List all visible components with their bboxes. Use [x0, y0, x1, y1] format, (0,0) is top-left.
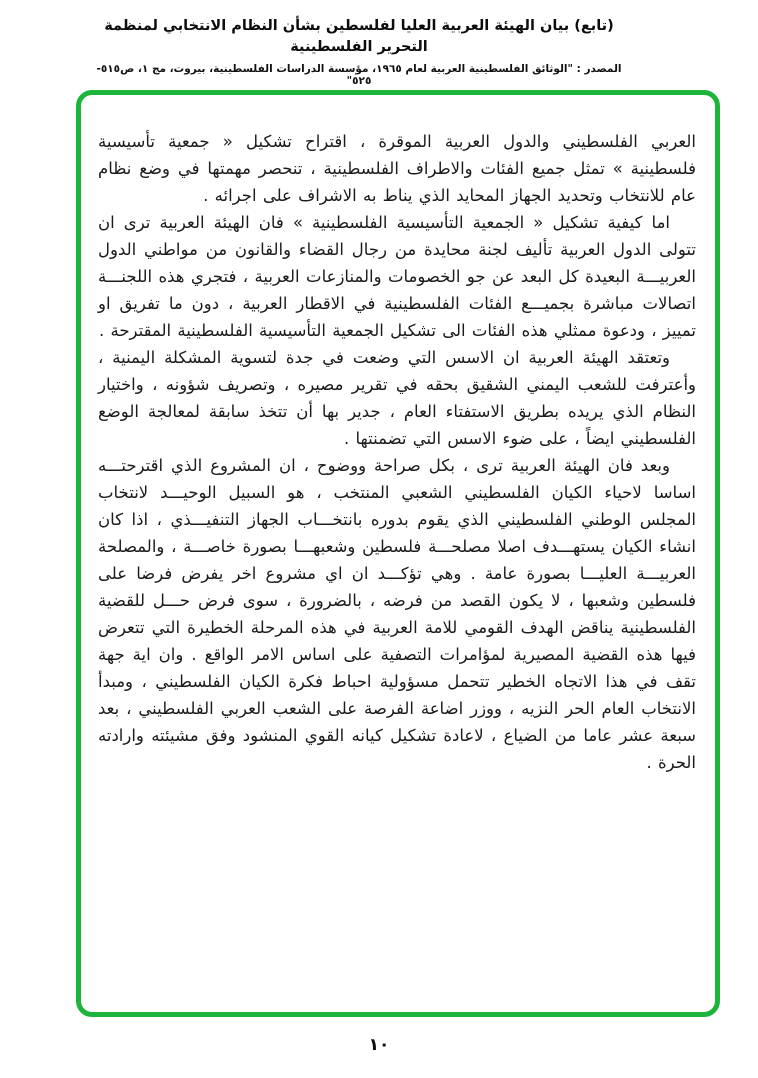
body-paragraph: العربي الفلسطيني والدول العربية الموقرة ، اقتراح تشكيل « جمعية تأسيسية فلسطينية » تمثل جميع الفئات والاطراف الفلسطينية ، تنحصر مهمتها في وضع نظام عام للانتخاب وتحديد الجهاز المحايد الذي يناط به الاشراف على اجرائه .: [98, 132, 696, 205]
body-paragraph: وتعتقد الهيئة العربية ان الاسس التي وضعت في جدة لتسوية المشكلة اليمنية ، وأعترفت للشعب اليمني الشقيق بحقه في تقرير مصيره ، وتصريف شؤونه ، واختيار النظام الذي يريده بطريق الاستفتاء العام ، جدير بها أن تتخذ سابقة لمعالجة الوضع الفلسطيني ايضاً ، على ضوء الاسس التي تضمنتها .: [98, 348, 696, 448]
body-paragraph: اما كيفية تشكيل « الجمعية التأسيسية الفلسطينية » فان الهيئة العربية ترى ان تتولى الدول العربية تأليف لجنة محايدة من رجال القضاء والقانون من مواطني الدول العربيـــة البعيدة كل البعد عن جو الخصومات والمنازعات العربية ، فتجري هذه اللجنـــة اتصالات مباشرة بجميـــع الفئات الفلسطينية في الاقطار العربية ، دون ما تفريق او تمييز ، ودعوة ممثلي هذه الفئات الى تشكيل الجمعية التأسيسية الفلسطينية المقترحة .: [98, 213, 696, 340]
body-paragraphs: [98, 128, 696, 776]
page-header: [90, 16, 628, 87]
document-title: (تابع) بيان الهيئة العربية العليا لفلسطين بشأن النظام الانتخابي لمنظمة التحرير الفلسطينية: [104, 18, 614, 56]
source-citation: المصدر : "الوثائق الفلسطينية العربية لعام ١٩٦٥، مؤسسة الدراسات الفلسطينية، بيروت، مج ١، ص٥١٥- ٥٢٥": [96, 63, 622, 88]
green-border-frame: [76, 90, 720, 1017]
body-paragraph: وبعد فان الهيئة العربية ترى ، بكل صراحة ووضوح ، ان المشروع الذي اقترحتـــه اساسا لاحياء الكيان الفلسطيني الشعبي المنتخب ، هو السبيل الوحيـــد لانتخاب المجلس الوطني الفلسطيني الذي يقوم بدوره بانتخـــاب الجهاز التنفيـــذي ، اذا كان انشاء الكيان يستهـــدف اصلا مصلحـــة فلسطين وشعبهـــا بصورة خاصـــة ، والمصلحة العربيـــة العليـــا بصورة عامة . وهي تؤكـــد ان اي مشروع اخر يفرض فرضا على فلسطين وشعبها ، لا يكون القصد من فرضه ، بالضرورة ، سوى فرض حـــل للقضية الفلسطينية يناقض الهدف القومي للامة العربية في هذه المرحلة الخطيرة التي تتعرض فيها هذه القضية المصيرية لمؤامرات التصفية على اساس الامر الواقع . وان اية جهة تقف في هذا الاتجاه الخطير تتحمل مسؤولية احباط فكرة الكيان الفلسطيني ، ومبدأ الانتخاب العام الحر النزيه ، ووزر اضاعة الفرصة على الشعب العربي الفلسطيني ، بعد سبعة عشر عاما من الضياع ، لاعادة تشكيل كيانه القوي المنشود وفق مشيئته وارادته الحرة .: [98, 456, 696, 772]
page-number: ١٠: [368, 1035, 390, 1055]
